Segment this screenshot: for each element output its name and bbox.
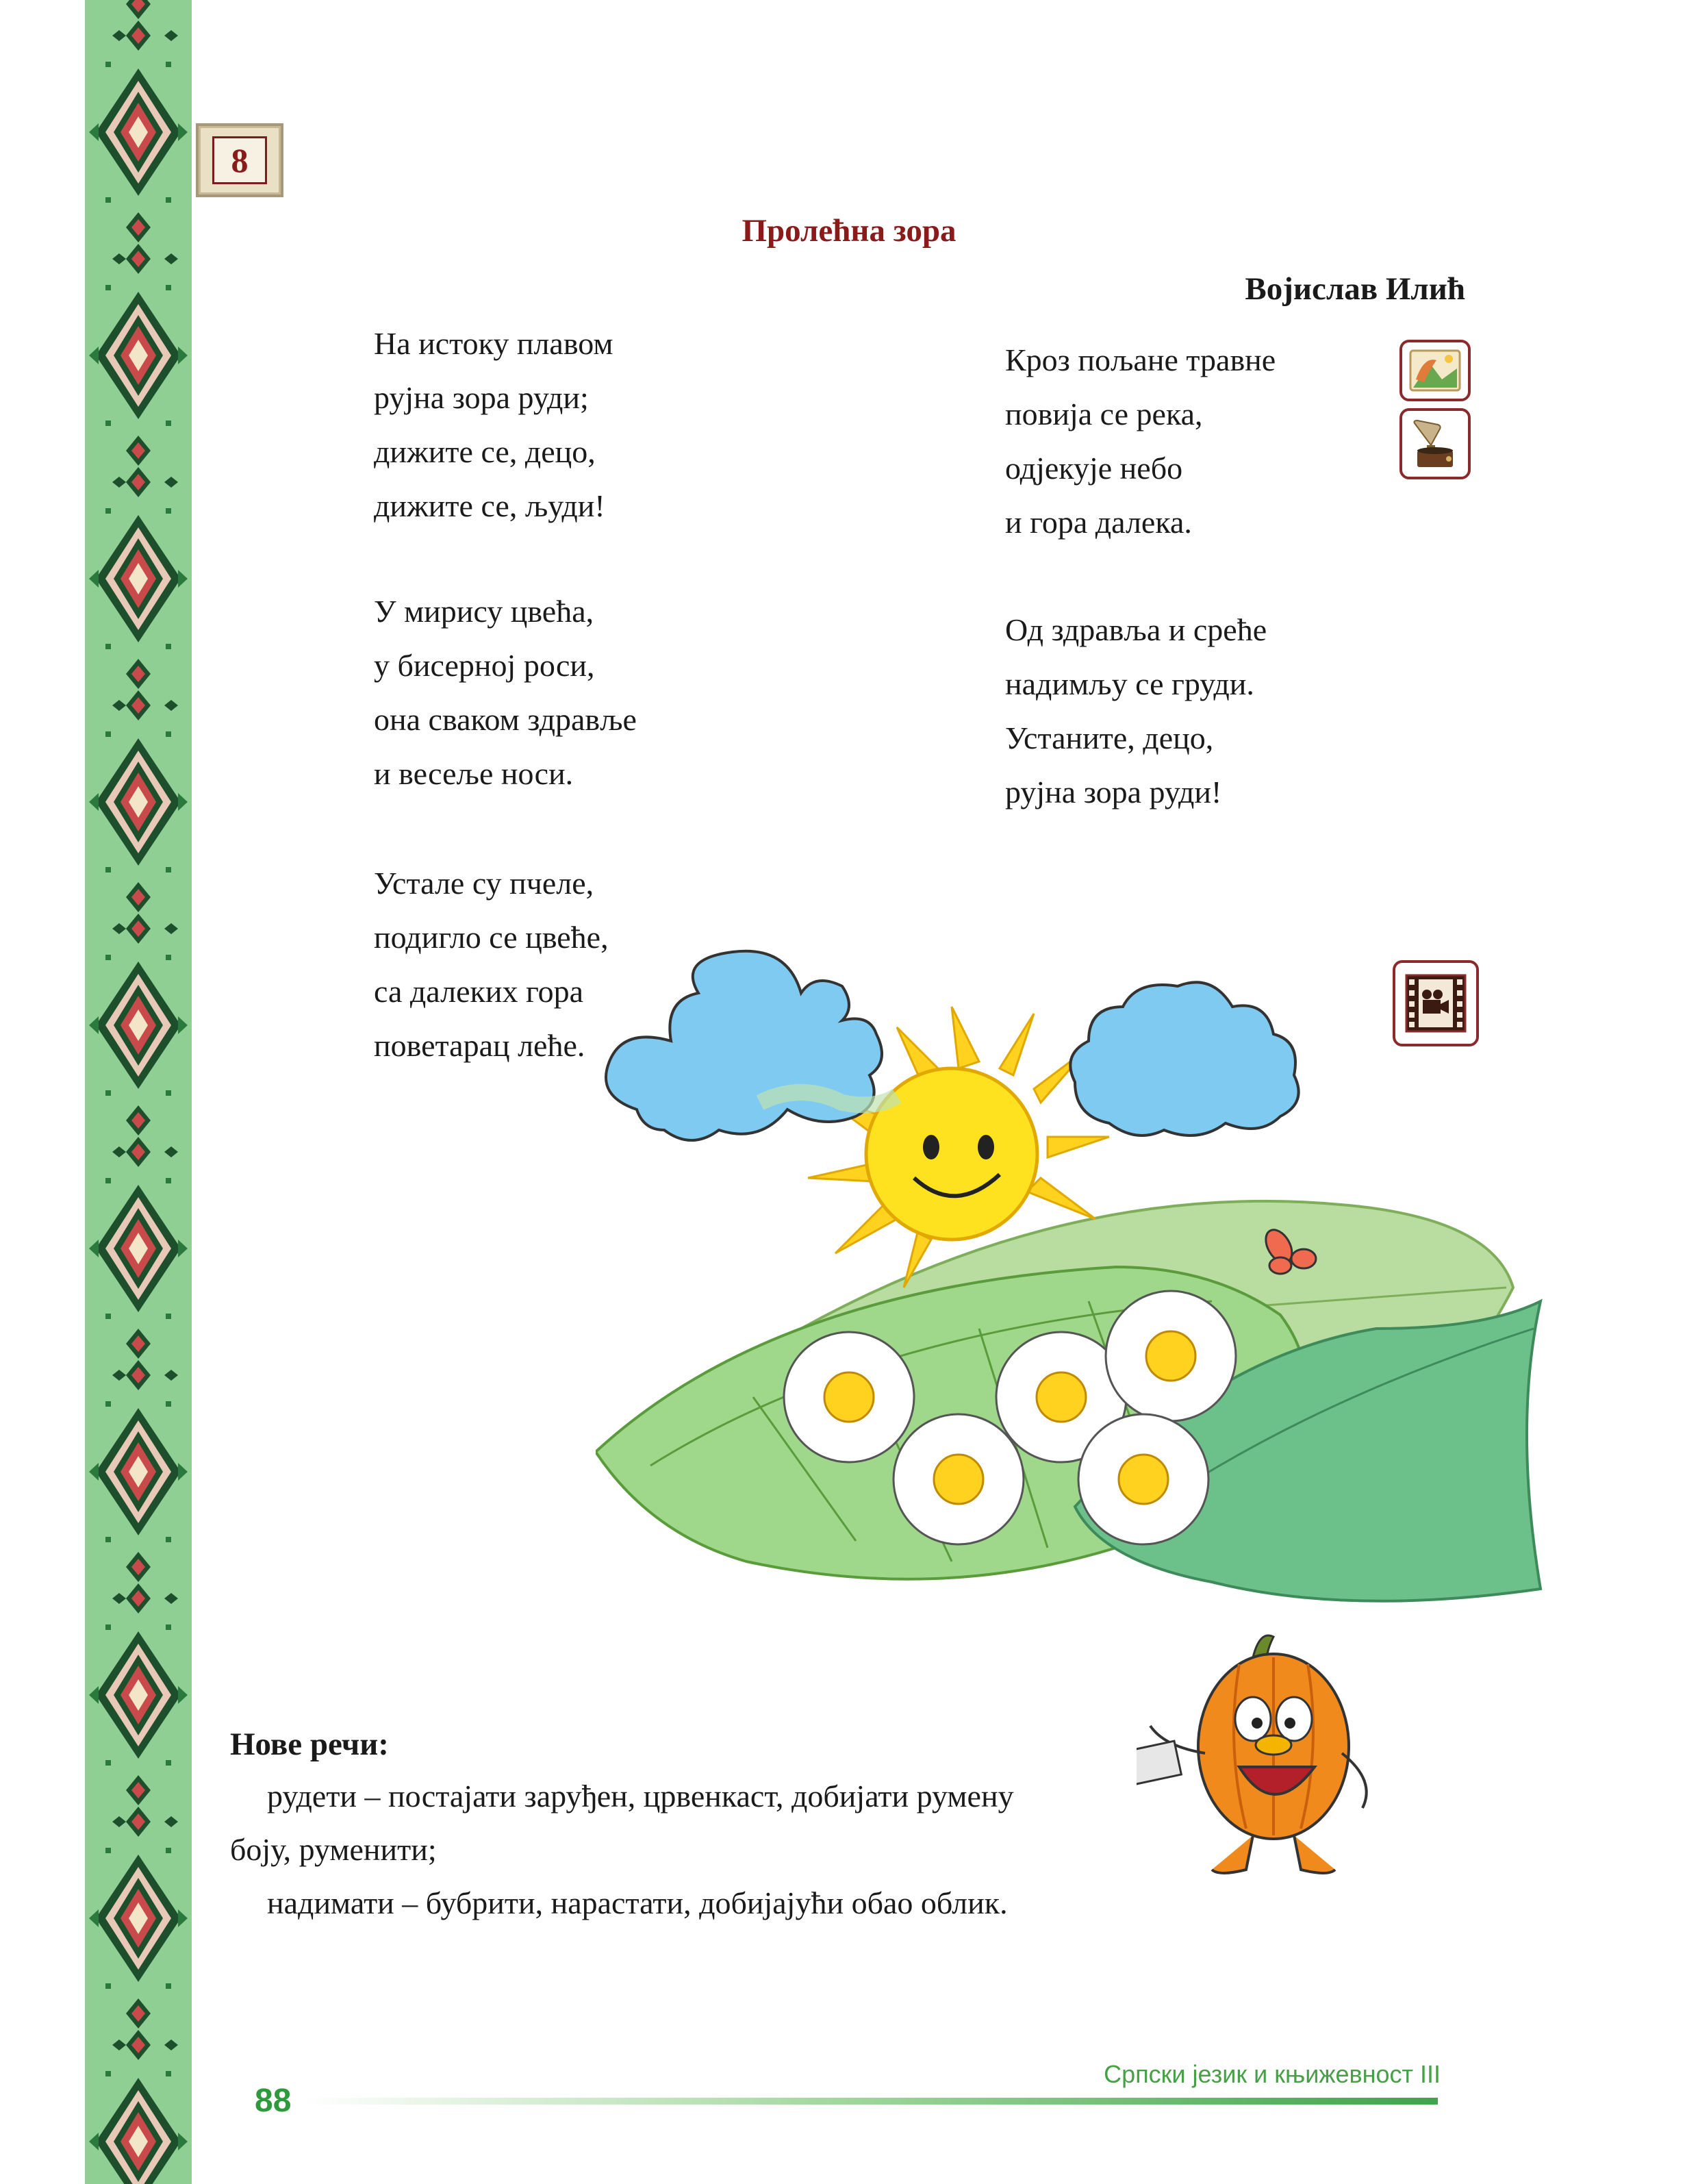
verse-line: Устале су пчеле, [374, 866, 594, 901]
audio-button[interactable] [1399, 408, 1471, 479]
verse-line: одјекује небо [1005, 451, 1183, 486]
gramophone-icon [1410, 418, 1460, 470]
verse-line: рујна зора руди; [374, 380, 589, 415]
folk-ornament-pattern [85, 0, 192, 2184]
verse-line: Кроз пољане травне [1005, 342, 1276, 377]
definition-rudeti-line2: боју, руменити; [230, 1832, 437, 1867]
poem-title: Пролећна зора [742, 213, 956, 249]
verse-line: у бисерној роси, [374, 648, 595, 683]
stanza-3 [374, 856, 609, 1072]
stanza-5 [1005, 603, 1267, 819]
verse-line: дижите се, децо, [374, 434, 596, 469]
verse-line: надимљу се груди. [1005, 666, 1254, 701]
verse-line: У мирису цвећа, [374, 594, 594, 629]
poem-author: Војислав Илић [1245, 271, 1465, 307]
verse-line: повија се река, [1005, 397, 1203, 431]
pumpkin-mascot-illustration [1137, 1623, 1410, 1883]
definition-rudeti-line1: рудети – постајати заруђен, црвенкаст, добијати румену [267, 1779, 1014, 1813]
definition-nadimati: надимати – бубрити, нарастати, добијајући обао облик. [267, 1885, 1008, 1920]
image-gallery-button[interactable] [1399, 340, 1471, 401]
verse-line: поветарац леће. [374, 1028, 585, 1063]
verse-line: са далеких гора [374, 974, 584, 1009]
verse-line: Устаните, децо, [1005, 720, 1214, 755]
verse-line: На истоку плавом [374, 326, 613, 361]
verse-line: и весеље носи. [374, 756, 574, 791]
image-gallery-icon [1409, 349, 1461, 392]
verse-line: подигло се цвеће, [374, 920, 609, 955]
stanza-4 [1005, 333, 1276, 549]
lesson-number: 8 [212, 136, 267, 184]
verse-line: рујна зора руди! [1005, 775, 1222, 809]
stanza-1 [374, 316, 613, 533]
verse-line: Од здравља и среће [1005, 612, 1267, 647]
verse-line: дижите се, људи! [374, 488, 605, 523]
decorative-sidebar [85, 0, 192, 2184]
new-words-heading: Нове речи: [230, 1727, 389, 1762]
book-title-footer: Српски језик и књижевност III [1104, 2060, 1441, 2088]
footer-divider [301, 2098, 1438, 2105]
sun-clouds-daisies-illustration [596, 945, 1582, 1630]
stanza-2 [374, 584, 637, 801]
verse-line: и гора далека. [1005, 505, 1192, 540]
lesson-number-badge [196, 123, 283, 197]
verse-line: она сваком здравље [374, 702, 637, 737]
page-number: 88 [255, 2083, 292, 2119]
